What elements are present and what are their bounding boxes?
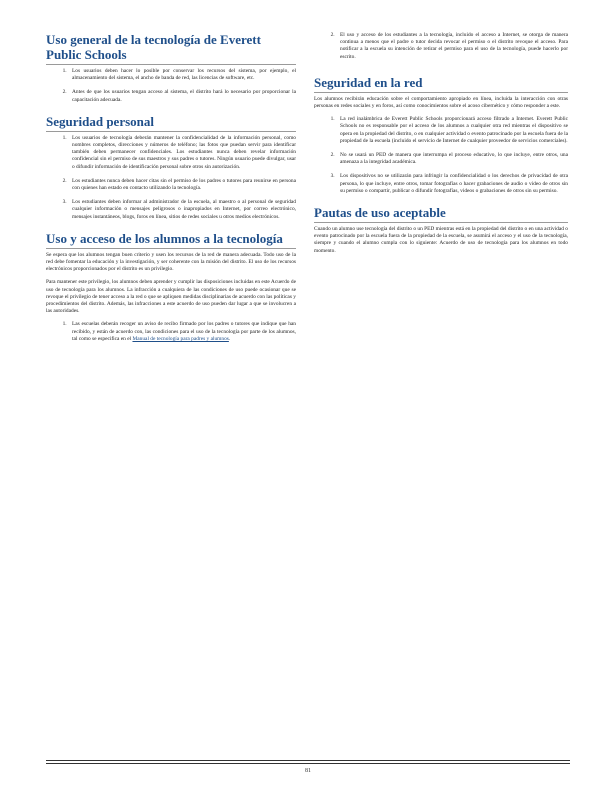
heading-acceptable-use: Pautas de uso aceptable [314, 205, 568, 223]
manual-link[interactable]: Manual de tecnología para padres y alumnos [132, 335, 229, 342]
heading-personal-safety: Seguridad personal [46, 114, 296, 132]
section-continued [314, 32, 568, 61]
footer-divider [46, 763, 570, 764]
list-item: 1. Los usuarios de tecnología deberán mantener la confidencialidad de la información personal, como nombres completos, direcciones y números de teléfono; las fotos que puedan servir para identificar también deben permanecer confidenciales. Los estudiantes nunca deben revelar información confidencial sin el permiso de sus maestros y sus padres o tutores. Ningún usuario puede divulgar, usar o difundir información de identificación personal sobre otros sin autorización. [68, 135, 296, 171]
list-item: 2. El uso y acceso de los estudiantes a la tecnología, incluido el acceso a Internet, se otorga de manera continua a menos que el padre o tutor decida revocar el permiso o el distrito revoque el acceso. Para notificar a la escuela su intención de retirar el permiso para el uso de la tecnología, puede hacerlo por escrito. [336, 32, 568, 61]
list-item: 3. Los estudiantes deben informar al administrador de la escuela, al maestro o al personal de seguridad cualquier información o mensajes peligrosos o inapropiados en Internet, por correo electrónico, mensajes instantáneos, blogs, foros en línea, sitios de redes sociales u otros medios electrónicos. [68, 199, 296, 221]
paragraph: Cuando un alumno use tecnología del distrito o un PED mientras está en la propiedad del distrito o en una actividad o evento patrocinado por la escuela fuera de la propiedad de la escuela, se asumirá el acceso y el uso de la tecnología, siempre y cuando el alumno cumpla con lo siguiente: Acuerdo de uso de tecnología para los alumnos en todo momento. [314, 226, 568, 254]
section-acceptable-use [314, 205, 568, 255]
paragraph: Para mantener este privilegio, los alumnos deben aprender y cumplir las disposiciones incluidas en este Acuerdo de uso de tecnología para los alumnos. La infracción a cualquiera de las condiciones de uso puede ocasionar que se revoque el privilegio de tener acceso a la red o que se apliquen medidas disciplinarias de acuerdo con las políticas y procedimientos del distrito. Además, las infracciones a este acuerdo de uso pueden dar lugar a que se involucren a las autoridades. [46, 279, 296, 315]
paragraph: Se espera que los alumnos tengan buen criterio y usen los recursos de la red de manera adecuada. Todo uso de la red debe fomentar la educación y la investigación, y ser coherente con la misión del distrito. El uso de los recursos electrónicos proporcionados por el distrito es un privilegio. [46, 251, 296, 273]
list-item: 1. La red inalámbrica de Everett Public Schools proporcionará acceso filtrado a Internet. Everett Public Schools no es responsable por el acceso de los alumnos a cualquier otra red mientras el dispositivo se opera en la propiedad del distrito, o en cualquier actividad o evento patrocinado por la escuela fuera de la propiedad de la escuela (incluido el servicio de Internet de cualquier proveedor de servicios comerciales). [336, 116, 568, 145]
list-item-text: Las escuelas deberán recoger un aviso de recibo firmado por los padres o tutores que indique que han recibido, y están de acuerdo con, las condiciones para el uso de la tecnología por parte de los alumnos, tal como se especifica en el [72, 321, 296, 342]
section-general-use [46, 32, 296, 104]
list-item: 3. Los dispositivos no se utilizarán para infringir la confidencialidad o los derechos de privacidad de otra persona, lo que incluye, entre otros, tomar fotografías o hacer grabaciones de audio o video de otros sin su permiso o compartir, publicar o difundir fotografías, videos o grabaciones de otros sin su permiso. [336, 173, 568, 195]
page-number: 81 [305, 768, 311, 774]
heading-general-use: Uso general de la tecnología de Everett Public Schools [46, 32, 296, 65]
list-item: 2. Antes de que los usuarios tengan acceso al sistema, el distrito hará lo necesario por proporcionar la capacitación adecuada. [68, 89, 296, 103]
list-general-use [46, 68, 296, 104]
list-student-access [46, 321, 296, 343]
section-network-safety [314, 75, 568, 195]
footer-divider [46, 760, 570, 761]
right-column [314, 32, 568, 265]
section-student-access [46, 231, 296, 343]
list-item: 2. Los estudiantes nunca deben hacer citas sin el permiso de los padres o tutores para reunirse en persona con quienes han estado en contacto utilizando la tecnología. [68, 178, 296, 192]
list-item: 1. Los usuarios deben hacer lo posible por conservar los recursos del sistema, por ejemplo, el almacenamiento del sistema, el ancho de banda de red, las licencias de software, etc. [68, 68, 296, 82]
list-item: 2. No se usará un PED de manera que interrumpa el proceso educativo, lo que incluye, entre otros, una amenaza a la integridad académica. [336, 152, 568, 166]
list-personal-safety [46, 135, 296, 221]
paragraph: Los alumnos recibirán educación sobre el comportamiento apropiado en línea, incluida la interacción con otras personas en redes sociales y en foros, así como conocimientos sobre el acoso cibernético y cómo responder a este. [314, 95, 568, 110]
list-network-safety [314, 116, 568, 195]
list-item-text-end: . [228, 335, 231, 342]
list-item [68, 321, 296, 343]
left-column [46, 32, 296, 353]
heading-network-safety: Seguridad en la red [314, 75, 568, 93]
heading-student-access: Uso y acceso de los alumnos a la tecnología [46, 231, 296, 249]
list-continued [314, 32, 568, 61]
section-personal-safety [46, 114, 296, 221]
